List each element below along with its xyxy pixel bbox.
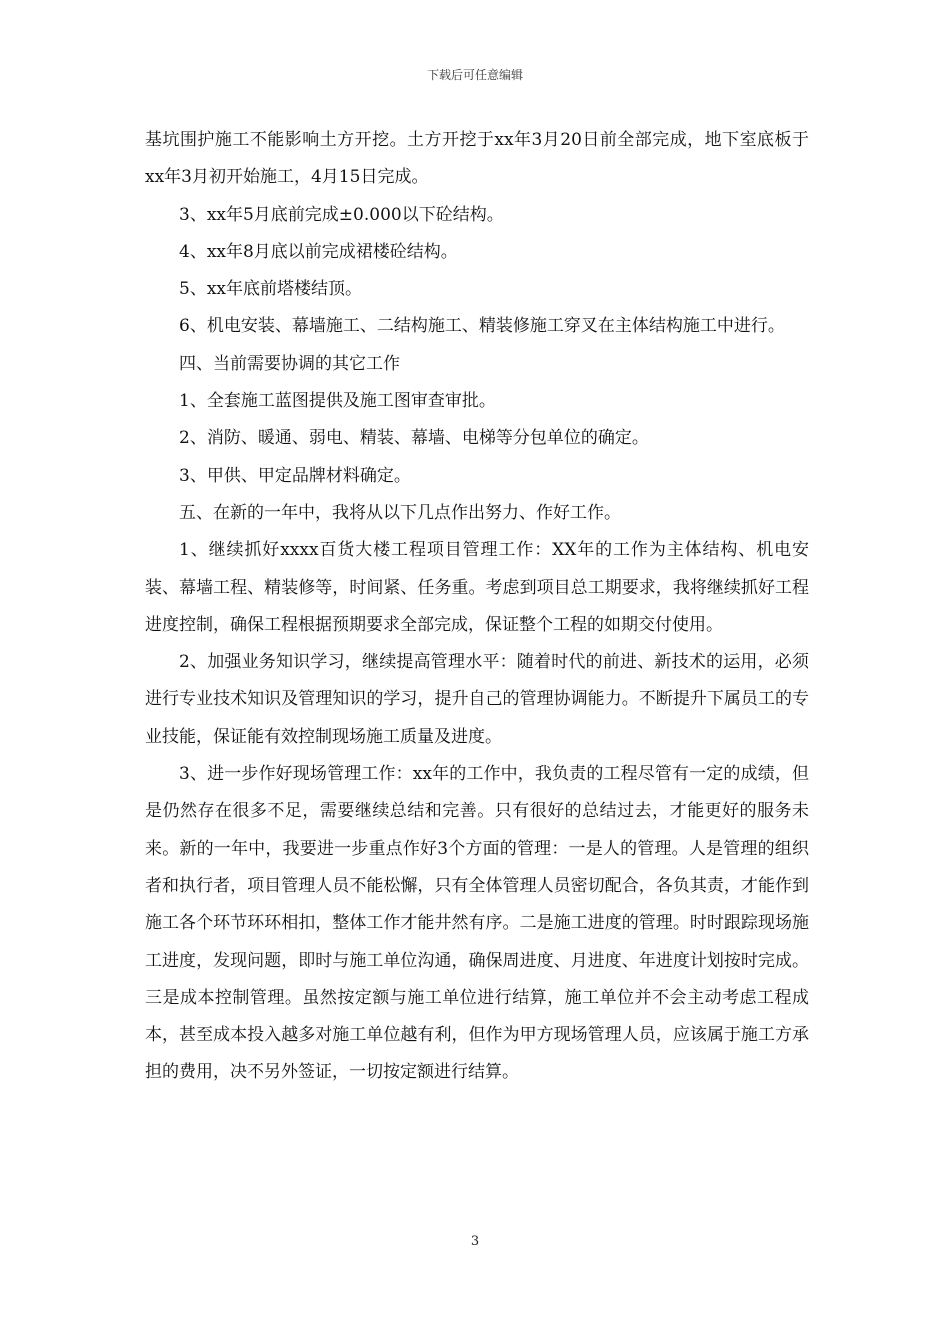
paragraph-13: 3、进一步作好现场管理工作：xx年的工作中，我负责的工程尽管有一定的成绩，但是仍然存在很多不足，需要继续总结和完善。只有很好的总结过去，才能更好的服务未来。新的一年中，我要进一步重点作好3个方面的管理：一是人的管理。人是管理的组织者和执行者，项目管理人员不能松懈，只有全体管理人员密切配合，各负其责，才能作到施工各个环节环环相扣，整体工作才能井然有序。二是施工进度的管理。时时跟踪现场施工进度，发现问题，即时与施工单位沟通，确保周进度、月进度、年进度计划按时完成。三是成本控制管理。虽然按定额与施工单位进行结算，施工单位并不会主动考虑工程成本，甚至成本投入越多对施工单位越有利，但作为甲方现场管理人员，应该属于施工方承担的费用，决不另外签证，一切按定额进行结算。 <box>145 764 809 1083</box>
paragraph-5: 6、机电安装、幕墙施工、二结构施工、精装修施工穿叉在主体结构施工中进行。 <box>179 316 785 337</box>
paragraph-2: 3、xx年5月底前完成±0.000以下砼结构。 <box>179 204 504 225</box>
paragraph-8: 2、消防、暖通、弱电、精装、幕墙、电梯等分包单位的确定。 <box>179 428 649 449</box>
document-body <box>145 122 809 1092</box>
section-heading-5: 五、在新的一年中，我将从以下几点作出努力、作好工作。 <box>179 502 621 523</box>
page-header: 下载后可任意编辑 <box>426 68 523 82</box>
paragraph-11: 1、继续抓好xxxx百货大楼工程项目管理工作：XX年的工作为主体结构、机电安装、幕墙工程、精装修等，时间紧、任务重。考虑到项目总工期要求，我将继续抓好工程进度控制，确保工程根据预期要求全部完成，保证整个工程的如期交付使用。 <box>145 540 809 635</box>
section-heading-4: 四、当前需要协调的其它工作 <box>179 353 400 374</box>
paragraph-9: 3、甲供、甲定品牌材料确定。 <box>179 465 411 486</box>
page-number: 3 <box>470 1234 480 1249</box>
paragraph-3: 4、xx年8月底以前完成裙楼砼结构。 <box>179 241 458 262</box>
paragraph-7: 1、全套施工蓝图提供及施工图审查审批。 <box>179 391 496 412</box>
paragraph-12: 2、加强业务知识学习，继续提高管理水平：随着时代的前进、新技术的运用，必须进行专业技术知识及管理知识的学习，提升自己的管理协调能力。不断提升下属员工的专业技能，保证能有效控制现场施工质量及进度。 <box>145 652 809 747</box>
paragraph-4: 5、xx年底前塔楼结顶。 <box>179 279 362 300</box>
paragraph-1: 基坑围护施工不能影响土方开挖。土方开挖于xx年3月20日前全部完成，地下室底板于xx年3月初开始施工，4月15日完成。 <box>145 130 809 188</box>
